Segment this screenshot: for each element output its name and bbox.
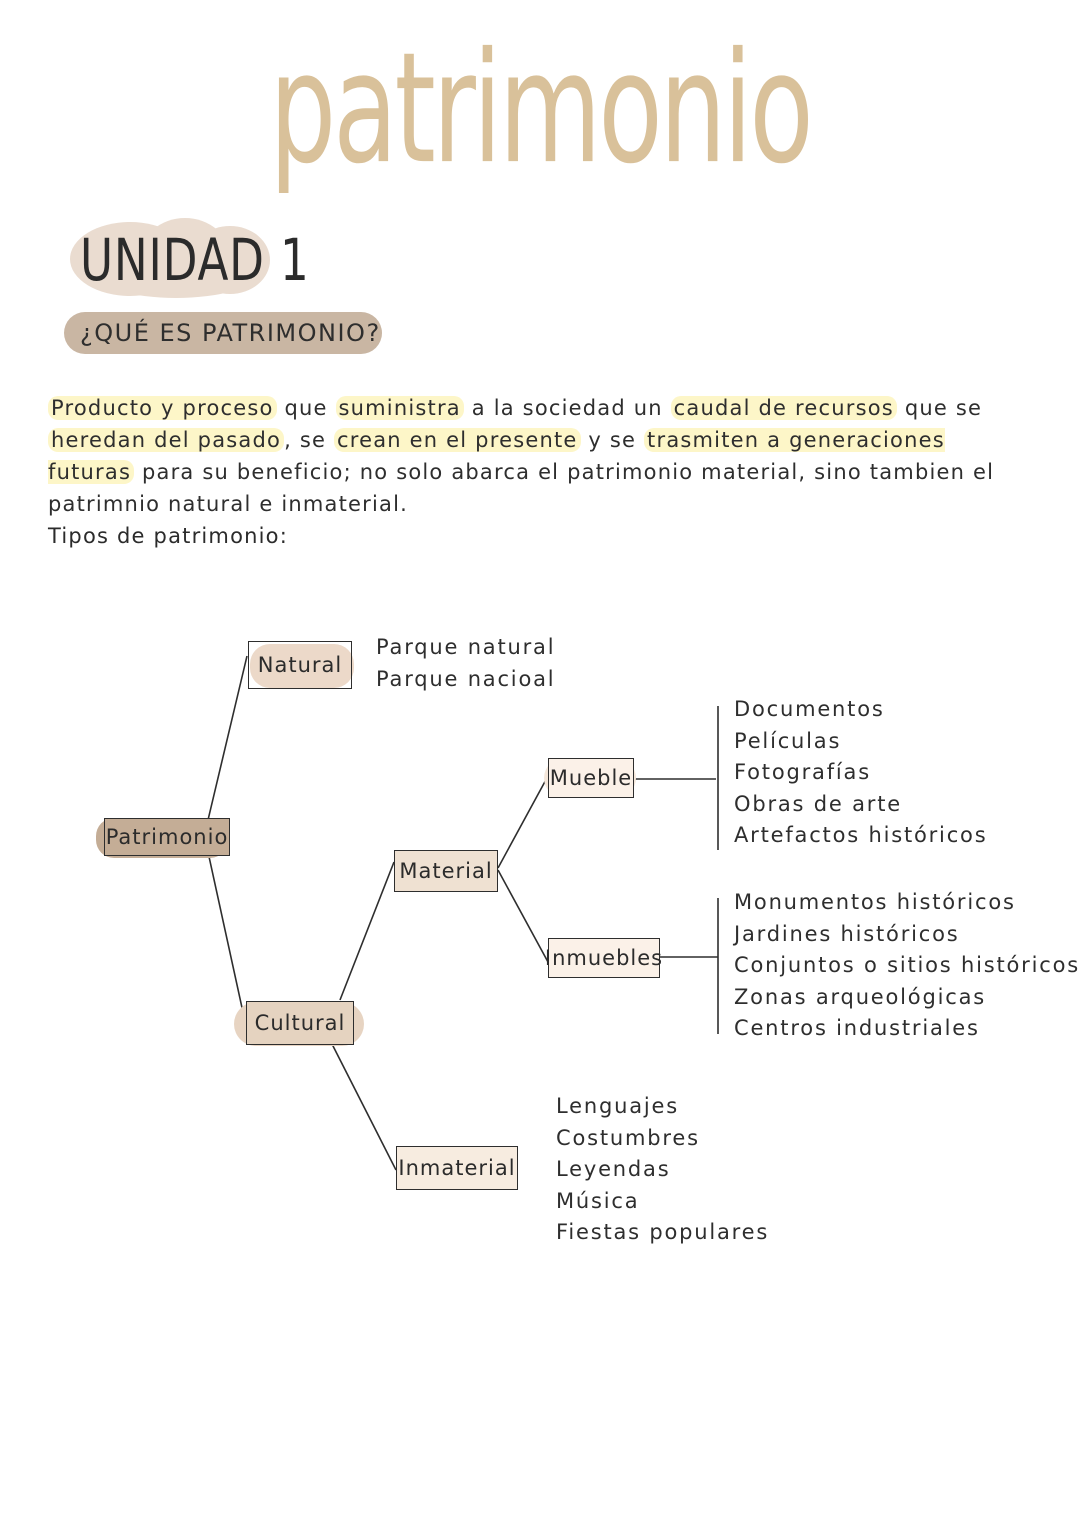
- list-item: Costumbres: [556, 1125, 700, 1150]
- text-segment: que se: [896, 396, 983, 420]
- types-label: Tipos de patrimonio:: [48, 524, 289, 548]
- connector-cultural-material: [340, 862, 394, 1000]
- highlight-caudal: caudal de recursos: [671, 396, 897, 420]
- list-item: Zonas arqueológicas: [734, 984, 986, 1009]
- list-item: Conjuntos o sitios históricos: [734, 953, 1080, 978]
- list-item: Fiestas populares: [556, 1220, 770, 1245]
- text-segment: , se: [284, 428, 334, 452]
- list-inmuebles: [734, 887, 1080, 1045]
- node-inmuebles: Inmuebles: [548, 938, 660, 978]
- list-natural: [376, 632, 555, 695]
- connector-patrimonio-cultural: [208, 852, 246, 1026]
- list-item: Artefactos históricos: [734, 823, 988, 848]
- list-item: Documentos: [734, 697, 885, 721]
- node-patrimonio: Patrimonio: [104, 818, 230, 856]
- connector-material-inmuebles: [498, 870, 548, 962]
- highlight-heredan: heredan del pasado: [48, 428, 284, 452]
- list-item: Jardines históricos: [734, 921, 960, 946]
- highlight-crean: crean en el presente: [334, 428, 581, 452]
- connector-patrimonio-natural: [208, 656, 247, 820]
- highlight-trasmiten: trasmiten a generaciones futuras: [48, 428, 945, 484]
- list-item: Películas: [734, 728, 842, 753]
- list-inmaterial: [556, 1091, 769, 1249]
- page-title: patrimonio: [269, 20, 811, 198]
- list-item: Lenguajes: [556, 1094, 679, 1118]
- node-material: Material: [394, 850, 498, 892]
- node-mueble: Mueble: [548, 758, 634, 798]
- text-segment: a la sociedad un: [463, 396, 671, 420]
- list-item: Centros industriales: [734, 1016, 980, 1041]
- list-item: Música: [556, 1188, 640, 1213]
- list-item: Leyendas: [556, 1157, 671, 1182]
- unit-heading: UNIDAD 1: [80, 226, 310, 294]
- list-item: Fotografías: [734, 760, 871, 785]
- node-inmaterial: Inmaterial: [396, 1146, 518, 1190]
- text-segment: y se: [580, 428, 645, 452]
- list-mueble: [734, 694, 987, 852]
- list-item: Monumentos históricos: [734, 890, 1016, 914]
- list-item: Obras de arte: [734, 791, 902, 816]
- highlight-producto: Producto y proceso: [48, 396, 277, 420]
- section-heading: ¿QUÉ ES PATRIMONIO?: [80, 319, 381, 347]
- list-item: Parque natural: [376, 635, 556, 659]
- node-cultural: Cultural: [246, 1001, 354, 1045]
- connector-cultural-inmaterial: [332, 1044, 396, 1170]
- list-item: Parque nacioal: [376, 666, 556, 691]
- connector-material-mueble: [498, 776, 548, 868]
- text-segment: para su beneficio; no solo abarca el patrimonio material, sino tambien el patrimnio natural e inmaterial.: [48, 460, 995, 516]
- highlight-suministra: suministra: [336, 396, 464, 420]
- node-natural: Natural: [248, 641, 352, 689]
- text-segment: que: [276, 396, 336, 420]
